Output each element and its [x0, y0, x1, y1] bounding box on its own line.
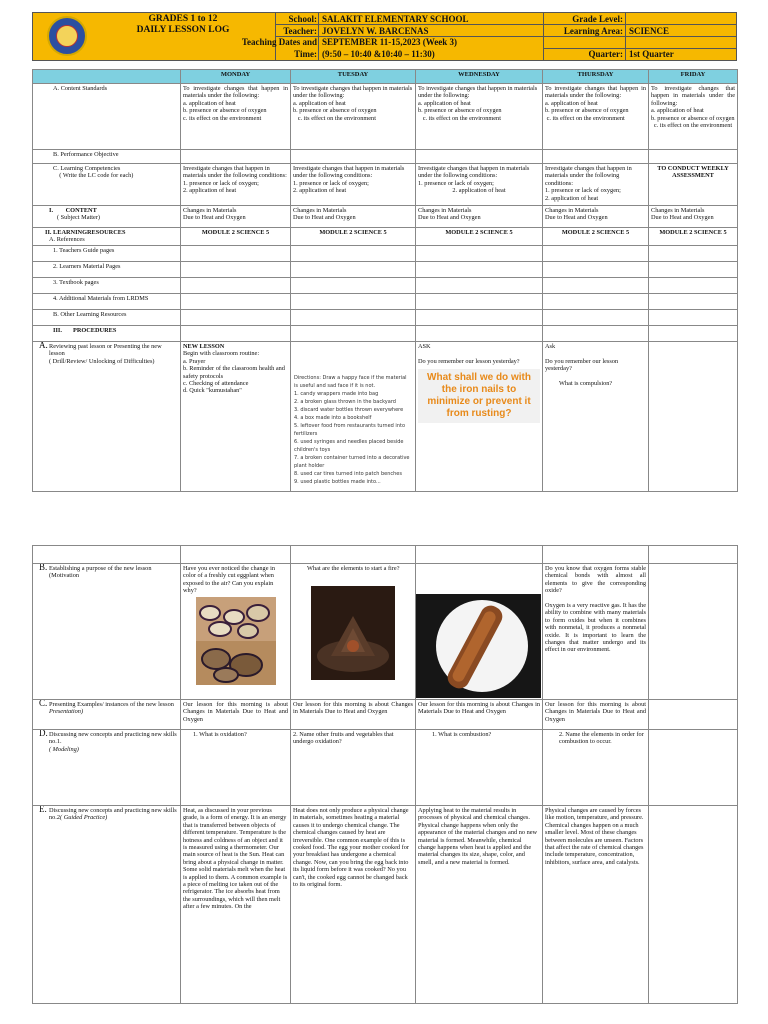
school-label: School: [288, 14, 317, 24]
cell-thursday: Changes in Materials Due to Heat and Oxygen [543, 206, 649, 228]
campfire-photo [311, 586, 395, 680]
header-title: GRADES 1 to 12 DAILY LESSON LOG [136, 14, 230, 35]
cell-wednesday: Changes in Materials Due to Heat and Oxygen [416, 206, 543, 228]
textbook-row [33, 278, 738, 294]
area-value: SCIENCE [629, 26, 670, 36]
teachers-guide-row [33, 246, 738, 262]
lesson-table-top [32, 69, 738, 492]
cell-tuesday: Heat does not only produce a physical change in materials, sometimes heating a material causes it to undergo chemical change. The chemical changes caused by heat are irreversible. One common example of this is cooked food. The egg your mother cooked for your breakfast has undergone a chemical change. Now, can you bring the egg back into its liquid form before it was cooked? No you can't, the cooked egg cannot be changed back to its original form. [291, 806, 416, 1004]
cell-wednesday: 1. What is combustion? [416, 730, 543, 806]
deped-seal-logo [47, 16, 87, 56]
row-label: A. Content Standards [33, 84, 181, 150]
day-header-thursday: THURSDAY [543, 70, 649, 84]
performance-objective-row [33, 150, 738, 164]
cell-tuesday [291, 342, 416, 492]
eggplant-photo [196, 597, 276, 685]
row-label: E. Discussing new concepts and practicing new skills no.2( Guided Practice) [33, 806, 181, 1004]
time-label: Time: [294, 49, 317, 59]
dates-label: Teaching Dates and [241, 37, 317, 47]
cell-monday: MODULE 2 SCIENCE 5 [181, 228, 291, 246]
cell-monday: 1. What is oxidation? [181, 730, 291, 806]
review-row [33, 342, 738, 492]
row-label: III. PROCEDURES [33, 326, 181, 342]
rusting-question-banner: What shall we do with the iron nails to minimize or prevent it from rusting? [418, 369, 540, 423]
cell-thursday: MODULE 2 SCIENCE 5 [543, 228, 649, 246]
row-label: B. Other Learning Resources [33, 310, 181, 326]
lrdms-row [33, 294, 738, 310]
row-label: C. Presenting Examples/ instances of the new lesson Presentation) [33, 700, 181, 730]
lesson-log-header [32, 12, 737, 61]
cell-tuesday: Changes in Materials Due to Heat and Oxygen [291, 206, 416, 228]
cell-thursday: Do you know that oxygen forms stable chemical bonds with almost all elements to give the corresponding oxide? Oxygen is a very reactive gas. It has the ability to combine with many materials to form oxides but when it combines with nonmetal, it produces a nonmetal oxide. It is important to learn the changes that matter undergo and its effect in our environment. [543, 564, 649, 700]
cell-friday: Changes in Materials Due to Heat and Oxygen [649, 206, 738, 228]
row-label: C. Learning Competencies ( Write the LC code for each) [33, 164, 181, 206]
cell-thursday: Physical changes are caused by forces like motion, temperature, and pressure. Chemical changes happen on a much smaller level. Most of these changes between molecules are unseen. Factors that affect the rate of chemical changes include temperature, concentration, inhibitors, surface area, and catalysts. [543, 806, 649, 1004]
cell-tuesday: 2. Name other fruits and vegetables that undergo oxidation? [291, 730, 416, 806]
cell-friday: TO CONDUCT WEEKLY ASSESSMENT [649, 164, 738, 206]
row-label: 1. Teachers Guide pages [33, 246, 181, 262]
cell-tuesday: MODULE 2 SCIENCE 5 [291, 228, 416, 246]
row-label: 4. Additional Materials from LRDMS [33, 294, 181, 310]
quarter-value: 1st Quarter [629, 49, 674, 59]
row-label: II. LEARNINGRESOURCES A. References [33, 228, 181, 246]
cell-wednesday [416, 564, 543, 700]
cell-friday: MODULE 2 SCIENCE 5 [649, 228, 738, 246]
row-label: B. Establishing a purpose of the new lesson (Motivation [33, 564, 181, 700]
cell-wednesday: MODULE 2 SCIENCE 5 [416, 228, 543, 246]
discussing-concepts-2-row [33, 806, 738, 1004]
row-label: 2. Learners Material Pages [33, 262, 181, 278]
other-resources-row [33, 310, 738, 326]
row-label: A. Reviewing past lesson or Presenting the new lesson ( Drill/Review/ Unlocking of Difficulties) [33, 342, 181, 492]
cell-monday: NEW LESSON Begin with classroom routine: a. Prayer b. Reminder of the classroom health and safety protocols c. Checking of attendance d. Quick "kumustahan" [181, 342, 291, 492]
cell-wednesday: To investigate changes that happen in materials under the following: a. application of heat b. presence or absence of oxygen c. its effect on the environment [416, 84, 543, 150]
grade-label: Grade Level: [572, 14, 623, 24]
quarter-label: Quarter: [588, 49, 623, 59]
row-label: D. Discussing new concepts and practicing new skills no.1. ( Modeling) [33, 730, 181, 806]
learners-material-row [33, 262, 738, 278]
learning-competencies-row [33, 164, 738, 206]
day-header-friday: FRIDAY [649, 70, 738, 84]
content-standards-row [33, 84, 738, 150]
procedures-row [33, 326, 738, 342]
cell-wednesday: ASK Do you remember our lesson yesterday? What shall we do with the iron nails to minimize or prevent it from rusting? [416, 342, 543, 492]
teacher-label: Teacher: [283, 26, 317, 36]
cell-tuesday: Investigate changes that happen in materials under the following conditions: 1. presence or lack of oxygen; 2. application of heat [291, 164, 416, 206]
activity-sheet-image: Directions: Draw a happy face if the material is useful and sad face if it is not. 1. candy wrappers made into bag 2. a broken glass thrown in the backyard 3. discard water bottles thrown everywhere 4. a box made into a bookshelf 5. leftover food from restaurants turned into fertilizers 6. used syringes and needles placed beside children's toys 7. a broken container turned into a decorative plant holder 8. used car tires turned into patch benches 9. used plastic bottles made into... [294, 375, 410, 485]
cell-thursday: Our lesson for this morning is about Changes in Materials Due to Heat and Oxygen [543, 700, 649, 730]
cell-thursday: 2. Name the elements in order for combustion to occur. [543, 730, 649, 806]
time-value: (9:50 – 10:40 &10:40 – 11:30) [322, 49, 435, 59]
content-row [33, 206, 738, 228]
lesson-table-bottom [32, 545, 738, 1004]
cell-monday: Changes in Materials Due to Heat and Oxygen [181, 206, 291, 228]
cell-monday: Our lesson for this morning is about Changes in Materials Due to Heat and Oxygen [181, 700, 291, 730]
presenting-examples-row [33, 700, 738, 730]
cell-monday: Investigate changes that happen in materials under the following conditions: 1. presence or lack of oxygen; 2. application of heat [181, 164, 291, 206]
cell-thursday: To investigate changes that happen in materials under the following: a. application of heat b. presence or absence of oxygen c. its effect on the environment [543, 84, 649, 150]
row-label: I. CONTENT ( Subject Matter) [33, 206, 181, 228]
learning-resources-row [33, 228, 738, 246]
cell-monday: Have you ever noticed the change in color of a freshly cut eggplant when exposed to the air? Can you explain why? [181, 564, 291, 700]
cell-wednesday: Applying heat to the material results in processes of physical and chemical changes. Physical change happens when only the appearance of the material changes and no new material is formed. Meanwhile, chemical change happens when heat is applied and the material changes its size, shape, color, and smell, and a new material is formed. [416, 806, 543, 1004]
day-header-wednesday: WEDNESDAY [416, 70, 543, 84]
cell-tuesday: Our lesson for this morning is about Changes in Materials Due to Heat and Oxygen [291, 700, 416, 730]
day-header-tuesday: TUESDAY [291, 70, 416, 84]
cell-thursday: Ask Do you remember our lesson yesterday? What is compulsion? [543, 342, 649, 492]
cell-thursday: Investigate changes that happen in materials under the following conditions: 1. presence or lack of oxygen; 2. application of heat [543, 164, 649, 206]
cell-tuesday: To investigate changes that happen in materials under the following: a. application of heat b. presence or absence of oxygen c. its effect on the environment [291, 84, 416, 150]
cell-friday: To investigate changes that happen in materials under the following: a. application of heat b. presence or absence of oxygen c. its effect on the environment [649, 84, 738, 150]
row-label: B. Performance Objective [33, 150, 181, 164]
cell-tuesday: What are the elements to start a fire? [291, 564, 416, 700]
cell-wednesday: Our lesson for this morning is about Changes in Materials Due to Heat and Oxygen [416, 700, 543, 730]
discussing-concepts-1-row [33, 730, 738, 806]
cell-wednesday: Investigate changes that happen in materials under the following conditions: 1. presence or lack of oxygen; 2. application of heat [416, 164, 543, 206]
school-value: SALAKIT ELEMENTARY SCHOOL [322, 14, 469, 24]
burning-sausage-photo [416, 594, 541, 698]
teacher-value: JOVELYN W. BARCENAS [322, 26, 429, 36]
cell-monday: To investigate changes that happen in materials under the following: a. application of heat b. presence or absence of oxygen c. its effect on the environment [181, 84, 291, 150]
row-label: 3. Textbook pages [33, 278, 181, 294]
dates-value: SEPTEMBER 11-15,2023 (Week 3) [322, 37, 458, 47]
day-header-monday: MONDAY [181, 70, 291, 84]
cell-monday: Heat, as discussed in your previous grade, is a form of energy. It is an energy that is transferred between objects of different temperature. Temperature is the hotness and coldness of an object and it is measured using a thermometer. Our main source of heat is the Sun. Heat can bring about a physical change in matter. Some solid materials melt when the heat is applied to them. A common example is a piece of melting ice taken out of the refrigerator. The ice absorbs heat from the surroundings, which will then melt after a few minutes. On the [181, 806, 291, 1004]
area-label: Learning Area: [563, 26, 623, 36]
purpose-row [33, 564, 738, 700]
